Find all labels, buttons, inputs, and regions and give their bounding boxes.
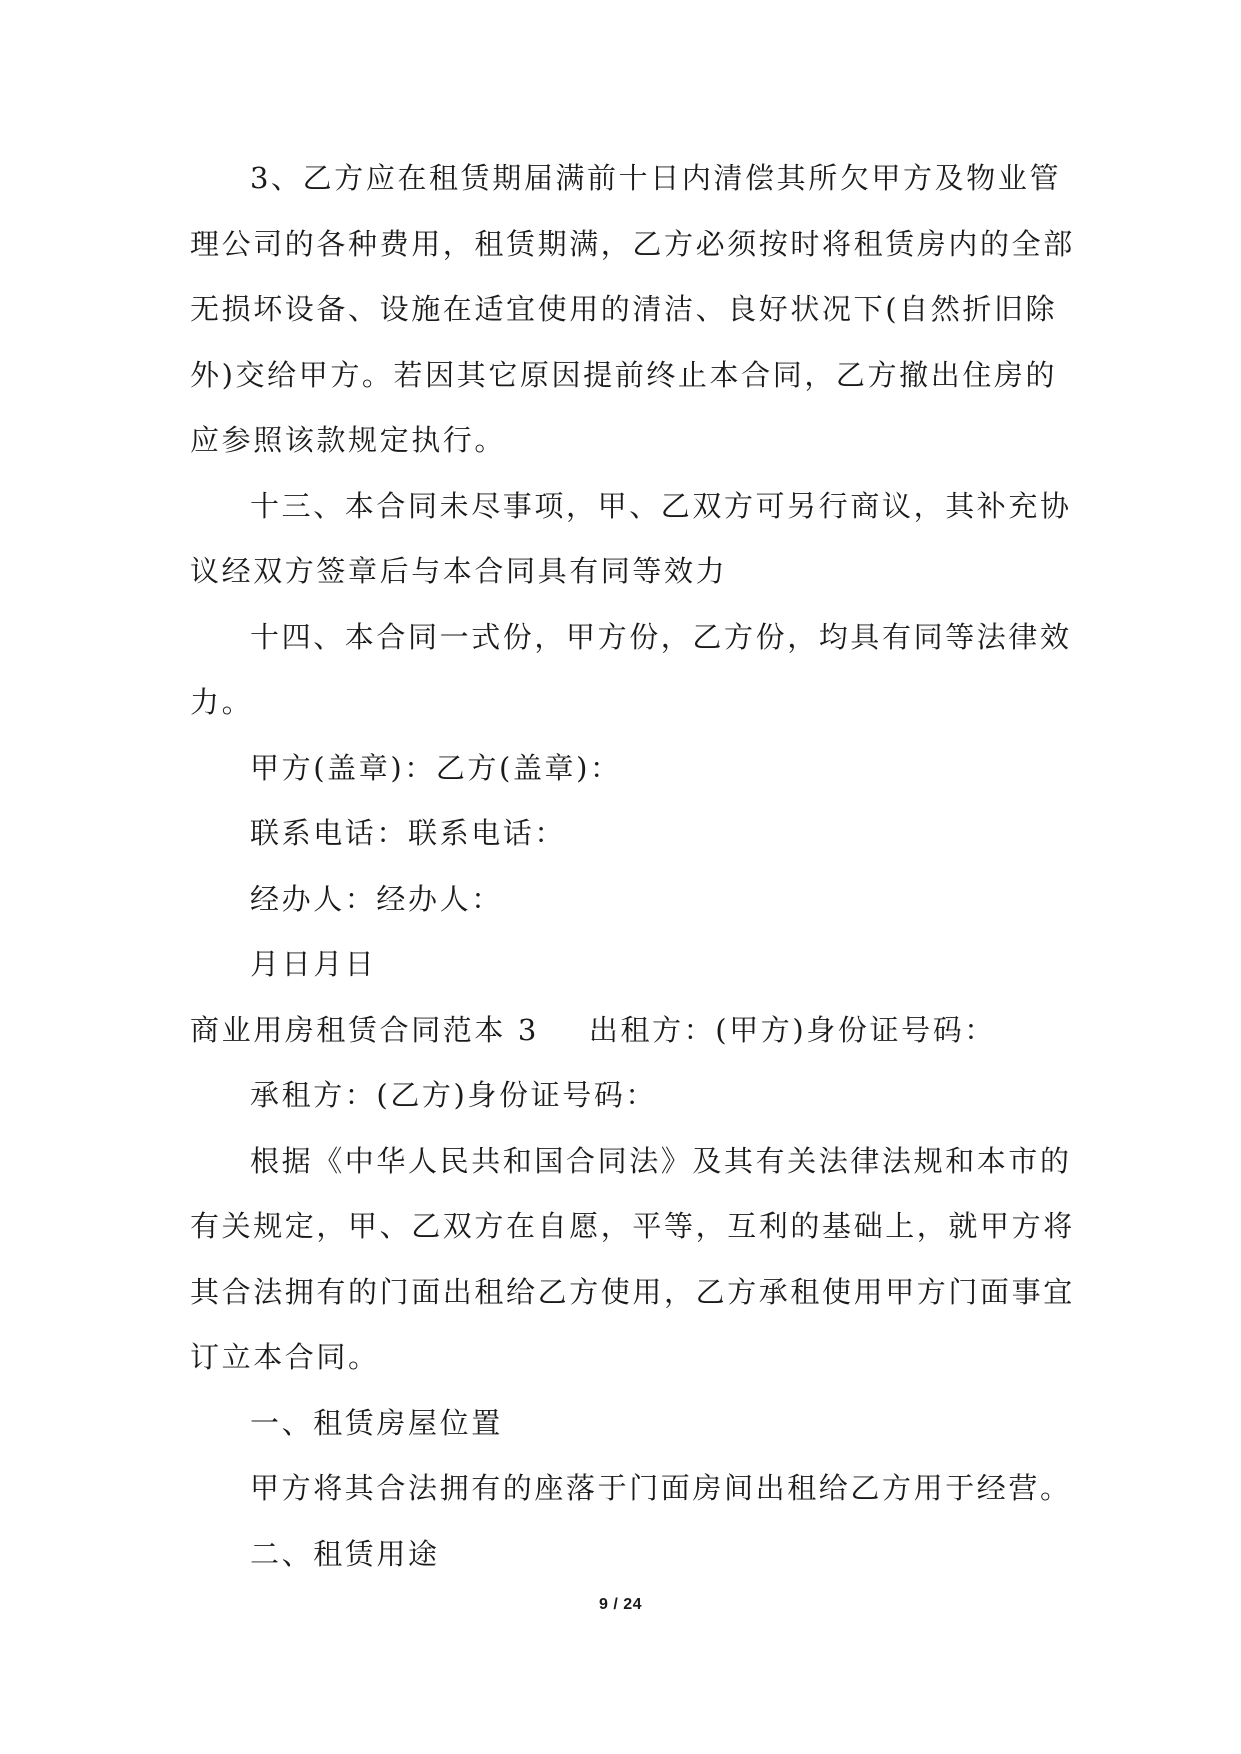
paragraph-line: 其合法拥有的门面出租给乙方使用，乙方承租使用甲方门面事宜: [190, 1274, 1075, 1309]
paragraph-line: 十四、本合同一式份，甲方份，乙方份，均具有同等法律效: [250, 619, 1072, 654]
clause-heading: 二、租赁用途: [250, 1536, 440, 1571]
signature-line: 甲方(盖章)：乙方(盖章)：: [250, 750, 622, 785]
paragraph-line: 外)交给甲方。若因其它原因提前终止本合同，乙方撤出住房的: [190, 357, 1058, 392]
clause-heading: 一、租赁房屋位置: [250, 1405, 503, 1440]
paragraph-line: 3、乙方应在租赁期届满前十日内清偿其所欠甲方及物业管: [250, 161, 1062, 195]
paragraph-line: 订立本合同。: [190, 1340, 380, 1374]
paragraph-line: 议经双方签章后与本合同具有同等效力: [190, 554, 728, 588]
paragraph-line: 根据《中华人民共和国合同法》及其有关法律法规和本市的: [250, 1143, 1072, 1178]
paragraph-line: 力。: [190, 685, 254, 719]
paragraph-line: 有关规定，甲、乙双方在自愿，平等，互利的基础上，就甲方将: [190, 1209, 1075, 1243]
document-body: [190, 158, 1075, 1599]
paragraph-line: 十三、本合同未尽事项，甲、乙双方可另行商议，其补充协: [250, 488, 1072, 523]
paragraph-line: 应参照该款规定执行。: [190, 423, 507, 457]
agent-line: 经办人：经办人：: [250, 881, 503, 916]
lessor-line: 出租方：(甲方)身份证号码：: [588, 1012, 996, 1047]
contact-line: 联系电话：联系电话：: [250, 816, 567, 850]
page-number: 9 / 24: [598, 1596, 643, 1613]
paragraph-line: 甲方将其合法拥有的座落于门面房间出租给乙方用于经营。: [250, 1471, 1072, 1505]
section-title-line: [190, 1010, 1070, 1076]
date-line: 月日月日: [250, 947, 377, 981]
section-title: 商业用房租赁合同范本 3: [190, 1012, 539, 1047]
paragraph-line: 理公司的各种费用，租赁期满，乙方必须按时将租赁房内的全部: [190, 226, 1075, 261]
paragraph-line: 无损坏设备、设施在适宜使用的清洁、良好状况下(自然折旧除: [190, 292, 1058, 326]
lessee-line: 承租方：(乙方)身份证号码：: [250, 1078, 658, 1112]
